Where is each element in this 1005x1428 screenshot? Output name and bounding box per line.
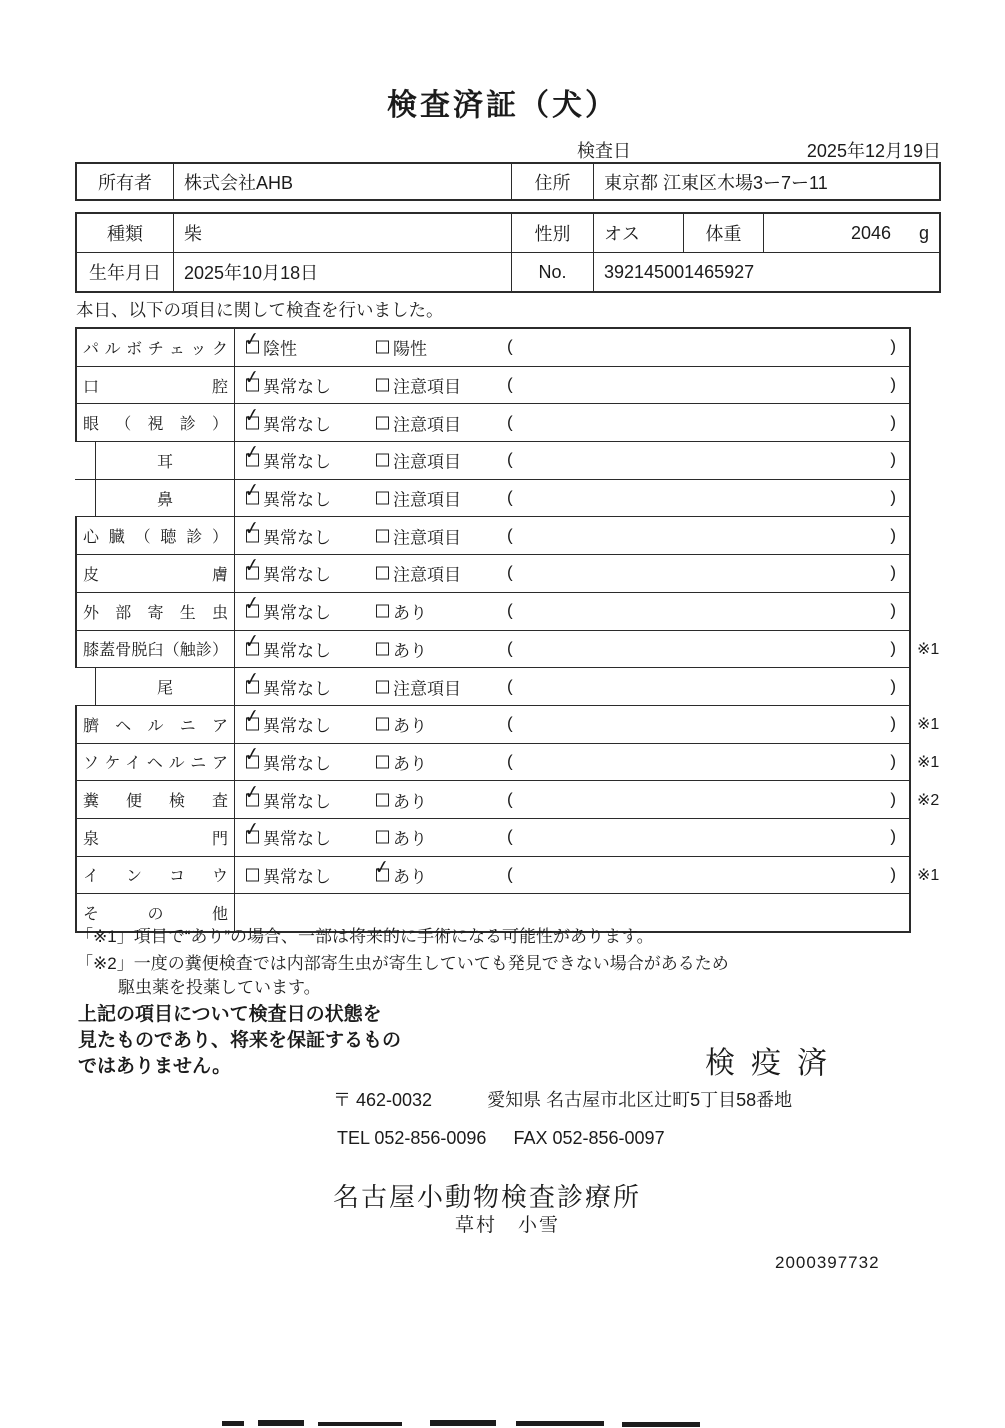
remark-paren-close: ) bbox=[890, 638, 896, 658]
remark-paren-close: ) bbox=[890, 676, 896, 696]
checkbox-icon bbox=[242, 668, 262, 693]
result-option-2-label: 注意項目 bbox=[393, 490, 461, 510]
remark-paren-open: ( bbox=[507, 487, 513, 507]
scan-artifact bbox=[222, 1421, 244, 1426]
checkmark-icon: ✓ bbox=[242, 630, 262, 654]
checkmark-icon: ✓ bbox=[242, 781, 262, 805]
inspection-row bbox=[75, 404, 909, 442]
result-option-2-label: 陽性 bbox=[393, 339, 427, 359]
inspection-item-label: パルボチェック bbox=[83, 340, 228, 358]
checkbox-icon bbox=[376, 605, 389, 618]
disclaimer-line-3: ではありません。 bbox=[78, 1056, 232, 1077]
footnote-marker: ※1 bbox=[917, 866, 940, 884]
inspection-row bbox=[75, 329, 909, 367]
inspection-item-label: インコウ bbox=[83, 868, 228, 886]
remark-paren-open: ( bbox=[507, 412, 513, 432]
result-option-2-label: あり bbox=[393, 792, 427, 812]
result-option-1 bbox=[242, 366, 331, 398]
breed-value: 柴 bbox=[174, 214, 512, 252]
inspection-result-cell bbox=[235, 555, 909, 592]
result-option-1-label: 異常なし bbox=[263, 452, 331, 472]
inspection-item-label: 口腔 bbox=[83, 378, 228, 396]
result-option-2 bbox=[376, 561, 461, 586]
checkbox-icon bbox=[242, 743, 262, 768]
inspection-item-cell bbox=[75, 631, 235, 668]
result-option-1-label: 異常なし bbox=[263, 415, 331, 435]
result-option-1 bbox=[242, 554, 331, 586]
inspection-item-cell bbox=[75, 404, 235, 441]
remark-paren-open: ( bbox=[507, 374, 513, 394]
scan-artifact bbox=[430, 1420, 496, 1426]
inspection-date-value: 2025年12月19日 bbox=[806, 141, 941, 161]
result-option-1-label: 異常なし bbox=[263, 377, 331, 397]
result-option-1 bbox=[242, 441, 331, 473]
result-option-2 bbox=[376, 712, 427, 737]
clinic-phone-line bbox=[337, 1128, 665, 1149]
result-option-1-label: 異常なし bbox=[263, 679, 331, 699]
inspection-item-cell bbox=[75, 593, 235, 630]
disclaimer-line-1: 上記の項目について検査日の状態を bbox=[78, 1004, 382, 1025]
checkbox-icon bbox=[246, 868, 259, 881]
checkmark-icon: ✓ bbox=[242, 818, 262, 842]
result-option-1 bbox=[242, 630, 331, 661]
remark-paren-close: ) bbox=[890, 751, 896, 771]
intro-text: 本日、以下の項目に関して検査を行いました。 bbox=[76, 300, 444, 320]
result-option-2 bbox=[376, 636, 427, 661]
inspection-date-label: 検査日 bbox=[577, 141, 631, 161]
result-option-2 bbox=[376, 825, 427, 850]
result-option-2-label: あり bbox=[393, 641, 427, 661]
result-option-2 bbox=[376, 335, 427, 360]
inspection-row bbox=[75, 517, 909, 555]
checkbox-icon bbox=[376, 831, 389, 844]
inspection-item-cell bbox=[75, 819, 235, 856]
birthdate-value: 2025年10月18日 bbox=[174, 253, 512, 291]
inspection-item-label: その他 bbox=[83, 906, 228, 924]
checkbox-icon bbox=[376, 680, 389, 693]
animal-info-row-1 bbox=[77, 214, 939, 253]
result-option-1 bbox=[242, 781, 331, 812]
remark-paren-open: ( bbox=[507, 450, 513, 470]
inspection-item-label: 泉門 bbox=[83, 830, 228, 848]
inspection-row bbox=[75, 743, 940, 782]
inspection-item-label: 外部寄生虫 bbox=[83, 604, 228, 622]
owner-table bbox=[75, 162, 941, 201]
scan-artifact bbox=[622, 1422, 700, 1427]
inspection-row bbox=[75, 781, 940, 819]
owner-label: 所有者 bbox=[77, 164, 174, 199]
inspection-result-cell bbox=[235, 705, 940, 743]
inspection-item-cell bbox=[75, 329, 235, 366]
address-value: 東京都 江東区木場3ー7ー11 bbox=[604, 172, 828, 193]
inspection-item-cell bbox=[95, 480, 235, 517]
checkmark-icon: ✓ bbox=[242, 441, 262, 465]
result-option-1-label: 陰性 bbox=[263, 339, 297, 359]
checkbox-icon bbox=[376, 416, 389, 429]
checkbox-icon bbox=[376, 454, 389, 467]
inspection-row bbox=[75, 367, 909, 405]
result-option-1 bbox=[242, 328, 297, 360]
result-option-1 bbox=[242, 592, 331, 624]
remark-paren-close: ) bbox=[890, 826, 896, 846]
remark-paren-close: ) bbox=[890, 864, 896, 884]
owner-value: 株式会社AHB bbox=[174, 164, 512, 199]
result-option-1 bbox=[242, 818, 331, 850]
inspection-table bbox=[75, 327, 940, 933]
inspection-result-cell bbox=[235, 668, 909, 705]
result-option-1-label: 異常なし bbox=[263, 716, 331, 736]
checkbox-icon bbox=[376, 379, 389, 392]
result-option-1-label: 異常なし bbox=[263, 867, 331, 887]
checkmark-icon: ✓ bbox=[242, 743, 262, 767]
inspection-result-cell bbox=[235, 480, 909, 517]
checkbox-icon bbox=[376, 755, 389, 768]
inspection-row bbox=[75, 630, 940, 669]
inspection-row bbox=[75, 555, 909, 593]
result-option-2 bbox=[376, 486, 461, 511]
inspection-item-cell bbox=[75, 744, 235, 781]
result-option-1 bbox=[242, 517, 331, 548]
checkmark-icon: ✓ bbox=[242, 328, 262, 352]
inspection-result-cell bbox=[235, 819, 909, 856]
result-option-2 bbox=[376, 410, 461, 435]
inspection-result-cell bbox=[235, 367, 909, 404]
clinic-tel: TEL 052-856-0096 bbox=[337, 1128, 487, 1148]
footnote-marker: ※1 bbox=[917, 640, 940, 658]
result-option-2-label: あり bbox=[393, 754, 427, 774]
inspection-row bbox=[75, 705, 940, 744]
veterinarian-name: 草村 小雪 bbox=[455, 1215, 561, 1236]
checkbox-icon bbox=[242, 366, 262, 392]
remark-paren-open: ( bbox=[507, 826, 513, 846]
inspection-row bbox=[75, 819, 909, 857]
inspection-item-cell bbox=[75, 706, 235, 743]
result-option-1 bbox=[242, 404, 331, 435]
result-option-1-label: 異常なし bbox=[263, 565, 331, 585]
scan-artifact bbox=[516, 1421, 604, 1426]
checkmark-icon: ✓ bbox=[242, 479, 262, 503]
result-option-2-label: 注意項目 bbox=[393, 528, 461, 548]
remark-paren-open: ( bbox=[507, 563, 513, 583]
checkbox-icon bbox=[242, 328, 262, 354]
checkbox-icon bbox=[376, 718, 389, 731]
inspection-item-label: 膝蓋骨脱臼（触診） bbox=[83, 642, 228, 660]
remark-paren-open: ( bbox=[507, 864, 513, 884]
checkmark-icon: ✓ bbox=[242, 517, 262, 541]
inspection-item-label: 耳 bbox=[156, 453, 173, 471]
checkbox-icon bbox=[242, 517, 262, 542]
checkbox-icon bbox=[242, 479, 262, 505]
remark-paren-open: ( bbox=[507, 713, 513, 733]
result-option-1 bbox=[246, 862, 331, 887]
footnote-marker: ※2 bbox=[917, 791, 940, 809]
result-option-2 bbox=[376, 373, 461, 398]
footnote-1: 「※1」項目で“あり”の場合、一部は将来的に手術になる可能性があります。 bbox=[76, 927, 654, 946]
row-indent-spacer bbox=[75, 442, 95, 479]
clinic-address: 愛知県 名古屋市北区辻町5丁目58番地 bbox=[487, 1090, 793, 1110]
birthdate-label: 生年月日 bbox=[77, 253, 174, 291]
result-option-2-label: あり bbox=[393, 829, 427, 849]
remark-paren-close: ) bbox=[890, 600, 896, 620]
inspection-row bbox=[75, 442, 909, 480]
result-option-2-label: 注意項目 bbox=[393, 377, 461, 397]
inspection-item-label: 糞便検査 bbox=[83, 793, 228, 811]
checkbox-icon bbox=[376, 492, 389, 505]
clinic-fax: FAX 052-856-0097 bbox=[513, 1128, 665, 1148]
inspection-row bbox=[75, 668, 909, 706]
result-option-2-label: あり bbox=[393, 603, 427, 623]
inspection-item-label: 眼（視診） bbox=[83, 416, 228, 434]
scan-artifact bbox=[258, 1420, 304, 1426]
page-title: 検査済証（犬） bbox=[387, 89, 618, 122]
inspection-item-cell bbox=[75, 857, 235, 894]
scan-artifact bbox=[318, 1422, 402, 1426]
sex-label: 性別 bbox=[512, 214, 594, 252]
clinic-name: 名古屋小動物検査診療所 bbox=[333, 1182, 642, 1212]
footnote-2-line2: 駆虫薬を投薬しています。 bbox=[118, 978, 321, 997]
remark-paren-open: ( bbox=[507, 751, 513, 771]
inspection-result-cell bbox=[235, 781, 940, 818]
remark-paren-close: ) bbox=[890, 713, 896, 733]
checkbox-icon bbox=[376, 642, 389, 655]
checkbox-icon bbox=[242, 441, 262, 467]
inspection-item-cell bbox=[75, 781, 235, 818]
row-indent-spacer bbox=[75, 480, 95, 517]
checkmark-icon: ✓ bbox=[242, 668, 262, 692]
inspection-result-cell bbox=[235, 593, 909, 630]
row-indent-spacer bbox=[75, 668, 95, 705]
inspection-item-label: 心臓（聴診） bbox=[83, 529, 228, 547]
result-option-2-label: あり bbox=[393, 867, 427, 887]
result-option-2 bbox=[376, 787, 427, 812]
result-option-1 bbox=[242, 743, 331, 774]
result-option-1 bbox=[242, 479, 331, 511]
result-option-1 bbox=[242, 668, 331, 699]
result-option-1-label: 異常なし bbox=[263, 754, 331, 774]
inspection-item-label: 皮膚 bbox=[83, 566, 228, 584]
inspection-result-cell bbox=[235, 442, 909, 479]
checkbox-icon bbox=[242, 630, 262, 655]
result-option-1-label: 異常なし bbox=[263, 792, 331, 812]
no-value: 392145001465927 bbox=[604, 261, 755, 282]
result-option-2-label: あり bbox=[393, 716, 427, 736]
result-option-2 bbox=[376, 599, 427, 624]
inspection-item-label: 鼻 bbox=[156, 491, 173, 509]
inspection-item-label: 臍ヘルニア bbox=[83, 717, 228, 735]
inspection-item-cell bbox=[75, 555, 235, 592]
inspection-result-cell bbox=[235, 856, 940, 894]
result-option-1 bbox=[242, 705, 331, 737]
checkmark-icon: ✓ bbox=[242, 404, 262, 428]
clinic-address-line bbox=[333, 1086, 792, 1112]
checkbox-icon bbox=[242, 554, 262, 580]
checkmark-icon: ✓ bbox=[242, 554, 262, 578]
no-label: No. bbox=[512, 253, 594, 291]
footnote-marker: ※1 bbox=[917, 716, 940, 734]
footnote-marker: ※1 bbox=[917, 753, 940, 771]
disclaimer-text bbox=[78, 1002, 401, 1080]
inspection-row bbox=[75, 856, 940, 895]
checkbox-icon bbox=[242, 705, 262, 731]
result-option-1-label: 異常なし bbox=[263, 603, 331, 623]
result-option-2 bbox=[376, 523, 461, 548]
remark-paren-close: ) bbox=[890, 563, 896, 583]
result-option-1-label: 異常なし bbox=[263, 528, 331, 548]
inspection-result-cell bbox=[235, 630, 940, 668]
result-option-2 bbox=[372, 856, 427, 887]
weight-value-cell bbox=[764, 214, 939, 252]
checkbox-icon bbox=[242, 404, 262, 429]
inspection-item-cell bbox=[75, 367, 235, 404]
inspection-item-label: ソケイヘルニア bbox=[83, 755, 228, 773]
remark-paren-close: ) bbox=[890, 450, 896, 470]
result-option-1-label: 異常なし bbox=[263, 490, 331, 510]
footnote-2-line1: 「※2」一度の糞便検査では内部寄生虫が寄生していても発見できない場合があるため bbox=[76, 954, 729, 973]
clinic-postal-code: 〒 462-0032 bbox=[333, 1090, 433, 1110]
result-option-1-label: 異常なし bbox=[263, 641, 331, 661]
remark-paren-close: ) bbox=[890, 789, 896, 809]
checkbox-icon bbox=[376, 567, 389, 580]
result-option-2 bbox=[376, 749, 427, 774]
remark-paren-open: ( bbox=[507, 638, 513, 658]
weight-label: 体重 bbox=[684, 214, 764, 252]
result-option-2-label: 注意項目 bbox=[393, 565, 461, 585]
remark-paren-open: ( bbox=[507, 789, 513, 809]
checkmark-icon: ✓ bbox=[242, 705, 262, 729]
sex-value: オス bbox=[594, 214, 684, 252]
checkbox-icon bbox=[242, 818, 262, 844]
result-option-2-label: 注意項目 bbox=[393, 415, 461, 435]
remark-paren-open: ( bbox=[507, 676, 513, 696]
inspection-item-cell bbox=[95, 442, 235, 479]
result-option-2-label: 注意項目 bbox=[393, 452, 461, 472]
disclaimer-line-2: 見たものであり、将来を保証するもの bbox=[78, 1030, 402, 1051]
checkbox-icon bbox=[376, 793, 389, 806]
remark-paren-close: ) bbox=[890, 374, 896, 394]
address-label: 住所 bbox=[512, 164, 594, 199]
breed-label: 種類 bbox=[77, 214, 174, 252]
checkmark-icon: ✓ bbox=[242, 366, 262, 390]
result-option-2 bbox=[376, 448, 461, 473]
quarantine-stamp: 検疫済 bbox=[705, 1047, 843, 1080]
remark-paren-close: ) bbox=[890, 412, 896, 432]
remark-paren-open: ( bbox=[507, 600, 513, 620]
remark-paren-close: ) bbox=[890, 487, 896, 507]
result-option-1-label: 異常なし bbox=[263, 829, 331, 849]
checkbox-icon bbox=[242, 592, 262, 618]
inspection-row bbox=[75, 480, 909, 518]
remark-paren-close: ) bbox=[890, 525, 896, 545]
checkbox-icon bbox=[376, 341, 389, 354]
inspection-result-cell bbox=[235, 404, 909, 441]
inspection-row bbox=[75, 593, 909, 631]
checkbox-icon bbox=[376, 529, 389, 542]
inspection-result-cell bbox=[235, 329, 909, 366]
remark-paren-close: ) bbox=[890, 336, 896, 356]
remark-paren-open: ( bbox=[507, 336, 513, 356]
inspection-item-label: 尾 bbox=[156, 680, 173, 698]
inspection-result-cell bbox=[235, 517, 909, 554]
animal-info-row-2 bbox=[77, 253, 939, 291]
inspection-item-cell bbox=[95, 668, 235, 705]
checkmark-icon: ✓ bbox=[242, 592, 262, 616]
remark-paren-open: ( bbox=[507, 525, 513, 545]
animal-info-table bbox=[75, 212, 941, 293]
weight-unit: g bbox=[918, 222, 929, 243]
result-option-2 bbox=[376, 674, 461, 699]
inspection-item-cell bbox=[75, 517, 235, 554]
checkbox-icon bbox=[372, 856, 392, 881]
result-option-2-label: 注意項目 bbox=[393, 679, 461, 699]
weight-value: 2046 bbox=[850, 222, 891, 243]
checkmark-icon: ✓ bbox=[372, 856, 392, 880]
document-serial-number: 2000397732 bbox=[775, 1253, 880, 1272]
checkbox-icon bbox=[242, 781, 262, 806]
inspection-result-cell bbox=[235, 743, 940, 781]
